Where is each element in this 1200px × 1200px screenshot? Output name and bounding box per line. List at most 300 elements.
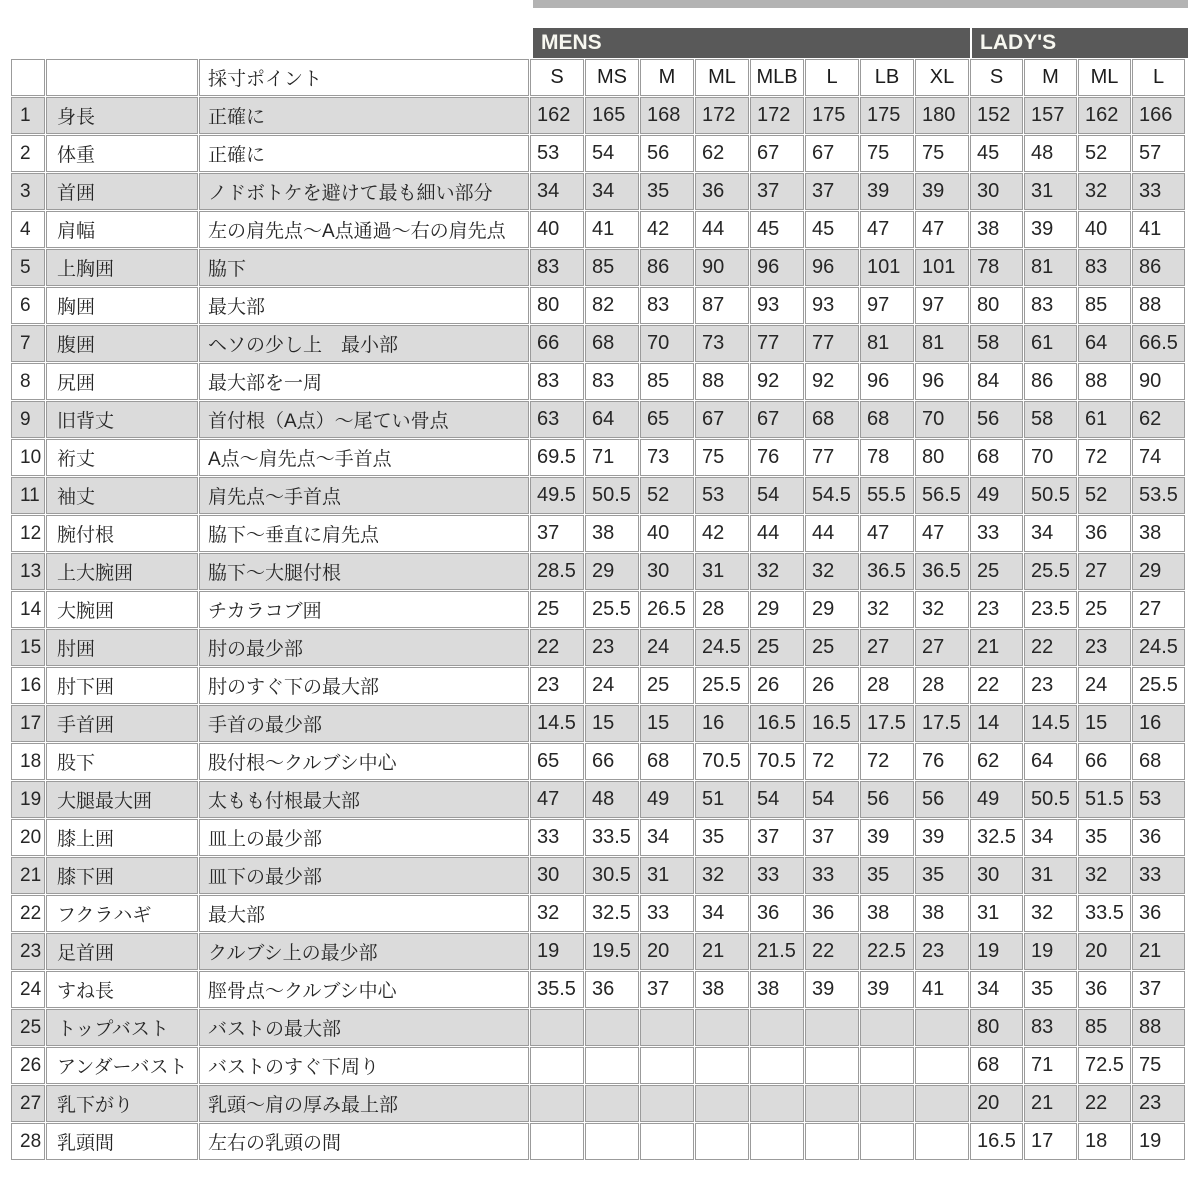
measure-point-cell: 左右の乳頭の間 — [199, 1123, 529, 1160]
table-row — [11, 287, 1185, 324]
mens-value-cell: 86 — [640, 249, 694, 286]
ladys-value-cell: 32 — [1024, 895, 1077, 932]
size-header-row — [11, 59, 1185, 96]
measure-label-cell: 体重 — [46, 135, 198, 172]
mens-value-cell: 47 — [915, 211, 969, 248]
ladys-value-cell: 81 — [1024, 249, 1077, 286]
ladys-value-cell: 19 — [970, 933, 1023, 970]
ladys-value-cell: 85 — [1078, 1009, 1131, 1046]
mens-value-cell: 66 — [530, 325, 584, 362]
ladys-value-cell: 23 — [970, 591, 1023, 628]
row-number-cell: 25 — [11, 1009, 45, 1046]
mens-value-cell: 21.5 — [750, 933, 804, 970]
mens-value-cell: 39 — [805, 971, 859, 1008]
mens-value-cell: 68 — [585, 325, 639, 362]
mens-value-cell: 68 — [860, 401, 914, 438]
mens-value-cell: 101 — [915, 249, 969, 286]
ladys-value-cell: 50.5 — [1024, 781, 1077, 818]
ladys-value-cell: 78 — [970, 249, 1023, 286]
ladys-value-cell: 40 — [1078, 211, 1131, 248]
mens-value-cell — [695, 1085, 749, 1122]
ladys-value-cell: 66.5 — [1132, 325, 1185, 362]
mens-value-cell: 17.5 — [860, 705, 914, 742]
mens-value-cell — [860, 1123, 914, 1160]
mens-size-col-mlb: MLB — [750, 59, 804, 96]
mens-value-cell: 56 — [640, 135, 694, 172]
row-number-cell: 1 — [11, 97, 45, 134]
table-row — [11, 743, 1185, 780]
measure-point-cell: 最大部を一周 — [199, 363, 529, 400]
ladys-value-cell: 75 — [1132, 1047, 1185, 1084]
table-row — [11, 515, 1185, 552]
mens-value-cell — [860, 1047, 914, 1084]
table-row — [11, 667, 1185, 704]
ladys-value-cell: 15 — [1078, 705, 1131, 742]
table-row — [11, 135, 1185, 172]
mens-value-cell: 27 — [915, 629, 969, 666]
measure-label-cell: 首囲 — [46, 173, 198, 210]
row-number-cell: 22 — [11, 895, 45, 932]
mens-value-cell: 54 — [750, 781, 804, 818]
measure-label-cell: 胸囲 — [46, 287, 198, 324]
mens-value-cell: 28.5 — [530, 553, 584, 590]
mens-value-cell: 22.5 — [860, 933, 914, 970]
mens-value-cell — [530, 1123, 584, 1160]
mens-value-cell: 33 — [530, 819, 584, 856]
ladys-value-cell: 16.5 — [970, 1123, 1023, 1160]
mens-value-cell: 32.5 — [585, 895, 639, 932]
ladys-value-cell: 52 — [1078, 135, 1131, 172]
table-row — [11, 325, 1185, 362]
mens-value-cell: 83 — [530, 249, 584, 286]
mens-value-cell: 25.5 — [585, 591, 639, 628]
mens-value-cell: 29 — [805, 591, 859, 628]
mens-value-cell — [585, 1123, 639, 1160]
measure-point-cell: チカラコブ囲 — [199, 591, 529, 628]
ladys-value-cell: 53.5 — [1132, 477, 1185, 514]
mens-value-cell: 67 — [805, 135, 859, 172]
mens-value-cell: 83 — [640, 287, 694, 324]
mens-value-cell: 23 — [915, 933, 969, 970]
mens-value-cell: 81 — [860, 325, 914, 362]
measure-label-cell: アンダーバスト — [46, 1047, 198, 1084]
mens-value-cell — [860, 1085, 914, 1122]
mens-value-cell: 45 — [750, 211, 804, 248]
row-number-cell: 24 — [11, 971, 45, 1008]
mens-value-cell: 28 — [860, 667, 914, 704]
ladys-value-cell: 17 — [1024, 1123, 1077, 1160]
measure-label-cell: 大腿最大囲 — [46, 781, 198, 818]
table-row — [11, 857, 1185, 894]
ladys-value-cell: 27 — [1132, 591, 1185, 628]
ladys-value-cell: 35 — [1078, 819, 1131, 856]
mens-value-cell: 39 — [915, 819, 969, 856]
mens-value-cell: 71 — [585, 439, 639, 476]
mens-value-cell: 93 — [805, 287, 859, 324]
mens-size-col-s: S — [530, 59, 584, 96]
measure-point-cell: ノドボトケを避けて最も細い部分 — [199, 173, 529, 210]
measure-point-cell: 首付根（A点）～尾てい骨点 — [199, 401, 529, 438]
table-row — [11, 477, 1185, 514]
mens-value-cell — [915, 1085, 969, 1122]
mens-size-col-m: M — [640, 59, 694, 96]
measure-point-cell: 脇下 — [199, 249, 529, 286]
row-number-cell: 7 — [11, 325, 45, 362]
mens-value-cell — [640, 1123, 694, 1160]
mens-value-cell: 33.5 — [585, 819, 639, 856]
ladys-value-cell: 25.5 — [1024, 553, 1077, 590]
ladys-value-cell: 21 — [1132, 933, 1185, 970]
mens-value-cell: 75 — [695, 439, 749, 476]
ladys-value-cell: 84 — [970, 363, 1023, 400]
mens-value-cell: 16.5 — [805, 705, 859, 742]
measure-label-cell: 旧背丈 — [46, 401, 198, 438]
mens-value-cell: 33 — [750, 857, 804, 894]
table-row — [11, 211, 1185, 248]
mens-value-cell: 32 — [750, 553, 804, 590]
mens-value-cell: 32 — [805, 553, 859, 590]
ladys-value-cell: 162 — [1078, 97, 1131, 134]
row-number-cell: 18 — [11, 743, 45, 780]
ladys-value-cell: 85 — [1078, 287, 1131, 324]
ladys-value-cell: 157 — [1024, 97, 1077, 134]
ladys-value-cell: 22 — [1024, 629, 1077, 666]
row-number-cell: 26 — [11, 1047, 45, 1084]
measure-point-cell: 脛骨点～クルブシ中心 — [199, 971, 529, 1008]
mens-value-cell: 38 — [585, 515, 639, 552]
mens-value-cell: 97 — [860, 287, 914, 324]
ladys-value-cell: 25.5 — [1132, 667, 1185, 704]
ladys-value-cell: 33.5 — [1078, 895, 1131, 932]
ladys-value-cell: 64 — [1078, 325, 1131, 362]
mens-value-cell: 72 — [805, 743, 859, 780]
mens-value-cell: 34 — [585, 173, 639, 210]
mens-value-cell — [750, 1123, 804, 1160]
mens-value-cell: 54 — [585, 135, 639, 172]
mens-value-cell — [805, 1009, 859, 1046]
measure-label-cell: 肩幅 — [46, 211, 198, 248]
ladys-value-cell: 36 — [1132, 819, 1185, 856]
mens-value-cell: 29 — [750, 591, 804, 628]
mens-value-cell: 16.5 — [750, 705, 804, 742]
ladys-value-cell: 38 — [970, 211, 1023, 248]
mens-value-cell: 63 — [530, 401, 584, 438]
table-row — [11, 439, 1185, 476]
mens-value-cell: 76 — [915, 743, 969, 780]
ladys-value-cell: 32 — [1078, 857, 1131, 894]
mens-value-cell: 25 — [530, 591, 584, 628]
ladys-value-cell: 68 — [1132, 743, 1185, 780]
mens-value-cell: 53 — [695, 477, 749, 514]
mens-value-cell — [640, 1047, 694, 1084]
mens-value-cell: 39 — [860, 819, 914, 856]
mens-value-cell: 96 — [860, 363, 914, 400]
mens-value-cell: 44 — [695, 211, 749, 248]
mens-value-cell: 73 — [695, 325, 749, 362]
ladys-value-cell: 70 — [1024, 439, 1077, 476]
ladys-value-cell: 36 — [1078, 971, 1131, 1008]
row-number-cell: 4 — [11, 211, 45, 248]
mens-value-cell: 33 — [805, 857, 859, 894]
mens-value-cell: 24 — [585, 667, 639, 704]
mens-value-cell: 175 — [805, 97, 859, 134]
mens-value-cell: 90 — [695, 249, 749, 286]
corner-cell-number — [11, 59, 45, 96]
ladys-value-cell: 51.5 — [1078, 781, 1131, 818]
measure-point-cell: 肘のすぐ下の最大部 — [199, 667, 529, 704]
mens-value-cell — [695, 1123, 749, 1160]
mens-size-col-l: L — [805, 59, 859, 96]
mens-value-cell: 83 — [530, 363, 584, 400]
mens-value-cell: 38 — [695, 971, 749, 1008]
measure-point-cell: 左の肩先点～A点通過～右の肩先点 — [199, 211, 529, 248]
mens-value-cell: 81 — [915, 325, 969, 362]
mens-value-cell: 87 — [695, 287, 749, 324]
row-number-cell: 14 — [11, 591, 45, 628]
mens-value-cell: 15 — [585, 705, 639, 742]
ladys-value-cell: 71 — [1024, 1047, 1077, 1084]
mens-value-cell: 37 — [805, 173, 859, 210]
table-row — [11, 553, 1185, 590]
ladys-value-cell: 21 — [1024, 1085, 1077, 1122]
ladys-value-cell: 66 — [1078, 743, 1131, 780]
mens-group-label: MENS — [541, 31, 602, 54]
ladys-value-cell: 23 — [1024, 667, 1077, 704]
ladys-size-col-s: S — [970, 59, 1023, 96]
measure-point-cell: 皿下の最少部 — [199, 857, 529, 894]
measure-point-cell: 乳頭～肩の厚み最上部 — [199, 1085, 529, 1122]
mens-value-cell: 39 — [915, 173, 969, 210]
mens-value-cell: 56 — [860, 781, 914, 818]
mens-value-cell: 82 — [585, 287, 639, 324]
mens-value-cell: 40 — [640, 515, 694, 552]
mens-value-cell — [750, 1009, 804, 1046]
row-number-cell: 23 — [11, 933, 45, 970]
ladys-value-cell: 21 — [970, 629, 1023, 666]
ladys-value-cell: 62 — [1132, 401, 1185, 438]
ladys-value-cell: 45 — [970, 135, 1023, 172]
table-row — [11, 1047, 1185, 1084]
measure-point-cell: バストの最大部 — [199, 1009, 529, 1046]
mens-value-cell: 32 — [860, 591, 914, 628]
ladys-size-col-ml: ML — [1078, 59, 1131, 96]
mens-value-cell — [915, 1123, 969, 1160]
mens-value-cell: 92 — [750, 363, 804, 400]
ladys-value-cell: 90 — [1132, 363, 1185, 400]
mens-value-cell: 172 — [750, 97, 804, 134]
ladys-value-cell: 31 — [970, 895, 1023, 932]
measure-point-cell: 脇下～垂直に肩先点 — [199, 515, 529, 552]
mens-value-cell: 38 — [750, 971, 804, 1008]
ladys-value-cell: 25 — [970, 553, 1023, 590]
mens-value-cell: 65 — [640, 401, 694, 438]
ladys-value-cell: 16 — [1132, 705, 1185, 742]
table-row — [11, 249, 1185, 286]
table-row — [11, 819, 1185, 856]
measure-point-cell: ヘソの少し上 最小部 — [199, 325, 529, 362]
ladys-value-cell: 80 — [970, 1009, 1023, 1046]
mens-value-cell — [860, 1009, 914, 1046]
table-row — [11, 933, 1185, 970]
corner-cell-label — [46, 59, 198, 96]
mens-value-cell — [915, 1009, 969, 1046]
mens-value-cell: 17.5 — [915, 705, 969, 742]
row-number-cell: 8 — [11, 363, 45, 400]
mens-value-cell: 50.5 — [585, 477, 639, 514]
ladys-value-cell: 83 — [1024, 1009, 1077, 1046]
mens-value-cell — [695, 1047, 749, 1084]
ladys-size-col-l: L — [1132, 59, 1185, 96]
mens-value-cell: 75 — [915, 135, 969, 172]
mens-value-cell: 175 — [860, 97, 914, 134]
mens-value-cell — [805, 1085, 859, 1122]
mens-value-cell: 73 — [640, 439, 694, 476]
mens-value-cell: 38 — [860, 895, 914, 932]
mens-value-cell: 34 — [530, 173, 584, 210]
measure-label-cell: 袖丈 — [46, 477, 198, 514]
row-number-cell: 13 — [11, 553, 45, 590]
mens-value-cell: 66 — [585, 743, 639, 780]
mens-value-cell: 70.5 — [695, 743, 749, 780]
mens-value-cell: 25 — [750, 629, 804, 666]
measure-point-cell: 正確に — [199, 97, 529, 134]
ladys-value-cell: 56 — [970, 401, 1023, 438]
mens-value-cell: 20 — [640, 933, 694, 970]
ladys-value-cell: 58 — [970, 325, 1023, 362]
measure-label-cell: 腕付根 — [46, 515, 198, 552]
table-row — [11, 1123, 1185, 1160]
mens-size-col-ml: ML — [695, 59, 749, 96]
mens-value-cell: 28 — [915, 667, 969, 704]
ladys-value-cell: 80 — [970, 287, 1023, 324]
mens-value-cell: 70 — [915, 401, 969, 438]
ladys-value-cell: 24 — [1078, 667, 1131, 704]
measure-point-cell: A点～肩先点～手首点 — [199, 439, 529, 476]
ladys-value-cell: 49 — [970, 477, 1023, 514]
ladys-size-col-m: M — [1024, 59, 1077, 96]
mens-value-cell: 47 — [915, 515, 969, 552]
ladys-value-cell: 36 — [1078, 515, 1131, 552]
mens-value-cell: 31 — [640, 857, 694, 894]
mens-value-cell — [585, 1009, 639, 1046]
row-number-cell: 28 — [11, 1123, 45, 1160]
mens-value-cell: 47 — [860, 211, 914, 248]
table-row — [11, 401, 1185, 438]
ladys-value-cell: 53 — [1132, 781, 1185, 818]
mens-value-cell — [750, 1047, 804, 1084]
mens-value-cell — [640, 1009, 694, 1046]
mens-value-cell: 42 — [640, 211, 694, 248]
measure-label-cell: 足首囲 — [46, 933, 198, 970]
mens-value-cell: 97 — [915, 287, 969, 324]
mens-value-cell: 165 — [585, 97, 639, 134]
ladys-value-cell: 31 — [1024, 857, 1077, 894]
table-row — [11, 1085, 1185, 1122]
ladys-value-cell: 38 — [1132, 515, 1185, 552]
ladys-value-cell: 83 — [1024, 287, 1077, 324]
mens-value-cell: 37 — [750, 819, 804, 856]
mens-value-cell: 48 — [585, 781, 639, 818]
ladys-value-cell: 31 — [1024, 173, 1077, 210]
row-number-cell: 19 — [11, 781, 45, 818]
row-number-cell: 17 — [11, 705, 45, 742]
measure-label-cell: 上胸囲 — [46, 249, 198, 286]
mens-value-cell: 35.5 — [530, 971, 584, 1008]
mens-value-cell: 21 — [695, 933, 749, 970]
measure-label-cell: 上大腕囲 — [46, 553, 198, 590]
mens-value-cell: 30.5 — [585, 857, 639, 894]
measure-label-cell: 大腕囲 — [46, 591, 198, 628]
mens-value-cell: 67 — [695, 401, 749, 438]
ladys-value-cell: 22 — [970, 667, 1023, 704]
mens-value-cell: 36 — [585, 971, 639, 1008]
ladys-value-cell: 68 — [970, 439, 1023, 476]
mens-value-cell: 168 — [640, 97, 694, 134]
mens-value-cell: 30 — [640, 553, 694, 590]
measure-point-cell: クルブシ上の最少部 — [199, 933, 529, 970]
mens-size-col-xl: XL — [915, 59, 969, 96]
table-row — [11, 895, 1185, 932]
mens-value-cell: 80 — [915, 439, 969, 476]
table-row — [11, 781, 1185, 818]
mens-value-cell: 28 — [695, 591, 749, 628]
mens-value-cell: 35 — [915, 857, 969, 894]
ladys-value-cell: 32.5 — [970, 819, 1023, 856]
mens-value-cell: 72 — [860, 743, 914, 780]
mens-value-cell: 26 — [805, 667, 859, 704]
ladys-value-cell: 50.5 — [1024, 477, 1077, 514]
row-number-cell: 16 — [11, 667, 45, 704]
table-row — [11, 705, 1185, 742]
mens-value-cell — [585, 1085, 639, 1122]
mens-value-cell: 34 — [640, 819, 694, 856]
mens-value-cell: 23 — [585, 629, 639, 666]
ladys-value-cell: 34 — [1024, 819, 1077, 856]
ladys-value-cell: 62 — [970, 743, 1023, 780]
mens-value-cell: 67 — [750, 401, 804, 438]
measure-label-cell: すね長 — [46, 971, 198, 1008]
measure-point-cell: 皿上の最少部 — [199, 819, 529, 856]
mens-value-cell: 85 — [585, 249, 639, 286]
measure-point-cell: バストのすぐ下周り — [199, 1047, 529, 1084]
ladys-value-cell: 36 — [1132, 895, 1185, 932]
mens-value-cell — [915, 1047, 969, 1084]
mens-value-cell: 41 — [585, 211, 639, 248]
mens-value-cell: 23 — [530, 667, 584, 704]
cropped-top-bar — [533, 0, 1188, 8]
mens-value-cell: 32 — [915, 591, 969, 628]
ladys-value-cell: 72.5 — [1078, 1047, 1131, 1084]
mens-value-cell: 96 — [750, 249, 804, 286]
mens-value-cell: 77 — [750, 325, 804, 362]
mens-value-cell: 56 — [915, 781, 969, 818]
mens-value-cell: 36.5 — [915, 553, 969, 590]
measure-point-cell: 正確に — [199, 135, 529, 172]
mens-value-cell: 36.5 — [860, 553, 914, 590]
mens-value-cell: 27 — [860, 629, 914, 666]
mens-value-cell: 36 — [750, 895, 804, 932]
mens-value-cell: 93 — [750, 287, 804, 324]
ladys-value-cell: 86 — [1132, 249, 1185, 286]
mens-value-cell — [585, 1047, 639, 1084]
mens-value-cell: 35 — [860, 857, 914, 894]
mens-value-cell: 49 — [640, 781, 694, 818]
ladys-value-cell: 23.5 — [1024, 591, 1077, 628]
mens-value-cell — [530, 1009, 584, 1046]
mens-value-cell: 37 — [805, 819, 859, 856]
mens-value-cell: 45 — [805, 211, 859, 248]
ladys-value-cell: 24.5 — [1132, 629, 1185, 666]
